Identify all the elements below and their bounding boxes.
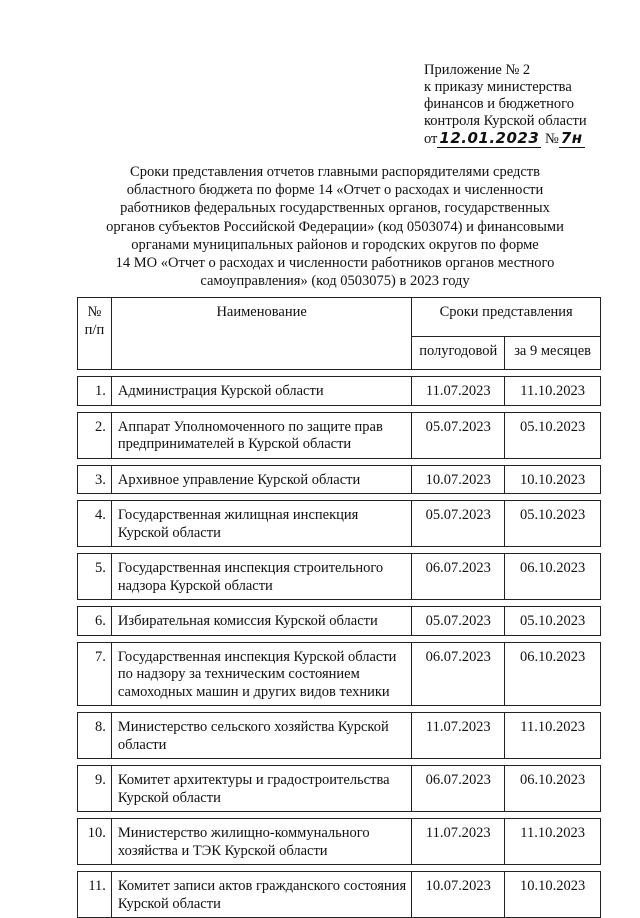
row-gap-cell <box>78 405 601 412</box>
row-number: 2. <box>78 412 112 458</box>
row-name: Министерство сельского хозяйства Курской области <box>111 713 411 759</box>
row-gap <box>78 600 601 607</box>
table-row <box>78 642 601 706</box>
appendix-block <box>424 62 587 148</box>
header-half-year: полугодовой <box>412 337 505 370</box>
row-nine-months-date: 05.10.2023 <box>505 501 601 547</box>
table-row <box>78 501 601 547</box>
row-half-year-date: 05.07.2023 <box>412 501 505 547</box>
row-number: 11. <box>78 872 112 918</box>
row-gap-cell <box>78 759 601 766</box>
row-name: Избирательная комиссия Курской области <box>111 607 411 636</box>
row-gap-cell <box>78 706 601 713</box>
row-name: Архивное управление Курской области <box>111 465 411 494</box>
title-line: областного бюджета по форме 14 «Отчет о расходах и численности <box>126 182 544 199</box>
row-name: Администрация Курской области <box>111 377 411 406</box>
row-name: Комитет архитектуры и градостроительства Курской области <box>111 766 411 812</box>
row-gap-cell <box>78 458 601 465</box>
row-number: 6. <box>78 607 112 636</box>
row-number: 8. <box>78 713 112 759</box>
row-half-year-date: 05.07.2023 <box>412 607 505 636</box>
header-num: № п/п <box>78 298 112 370</box>
header-deadlines: Сроки представления <box>412 298 601 337</box>
document-title <box>96 163 574 290</box>
row-name: Государственная жилищная инспекция Курской области <box>111 501 411 547</box>
row-number: 3. <box>78 465 112 494</box>
row-gap <box>78 706 601 713</box>
row-gap <box>78 547 601 554</box>
appendix-line: контроля Курской области <box>424 113 587 129</box>
row-gap <box>78 494 601 501</box>
table-row <box>78 554 601 600</box>
title-line: работников федеральных государственных органов, государственных <box>120 200 550 217</box>
table-row <box>78 819 601 865</box>
row-gap <box>78 635 601 642</box>
row-nine-months-date: 11.10.2023 <box>505 713 601 759</box>
table-row <box>78 465 601 494</box>
row-gap-cell <box>78 635 601 642</box>
row-number: 9. <box>78 766 112 812</box>
row-number: 4. <box>78 501 112 547</box>
number-prefix: № <box>544 131 559 147</box>
appendix-line: к приказу министерства <box>424 79 572 95</box>
row-gap-cell <box>78 600 601 607</box>
row-gap <box>78 458 601 465</box>
table-row <box>78 872 601 918</box>
row-half-year-date: 10.07.2023 <box>412 465 505 494</box>
row-nine-months-date: 05.10.2023 <box>505 607 601 636</box>
row-half-year-date: 06.07.2023 <box>412 554 505 600</box>
header-name: Наименование <box>111 298 411 370</box>
row-half-year-date: 06.07.2023 <box>412 766 505 812</box>
title-line: Сроки представления отчетов главными распорядителями средств <box>130 164 540 180</box>
row-number: 10. <box>78 819 112 865</box>
row-name: Государственная инспекция Курской области по надзору за техническим состоянием самоходных машин и других видов техники <box>111 642 411 706</box>
title-line: 14 МО «Отчет о расходах и численности работников органов местного <box>115 255 555 272</box>
table-body <box>78 370 601 918</box>
row-gap-cell <box>78 812 601 819</box>
row-gap-cell <box>78 370 601 377</box>
table-row <box>78 607 601 636</box>
row-half-year-date: 10.07.2023 <box>412 872 505 918</box>
handwritten-date: 12.01.2023 <box>439 129 540 147</box>
row-name: Аппарат Уполномоченного по защите прав предпринимателей в Курской области <box>111 412 411 458</box>
appendix-line: финансов и бюджетного <box>424 96 574 112</box>
row-nine-months-date: 06.10.2023 <box>505 554 601 600</box>
row-name: Комитет записи актов гражданского состояния Курской области <box>111 872 411 918</box>
table-row <box>78 377 601 406</box>
title-line: органов субъектов Российской Федерации» (код 0503074) и финансовыми <box>106 218 564 235</box>
row-nine-months-date: 11.10.2023 <box>505 819 601 865</box>
row-half-year-date: 11.07.2023 <box>412 713 505 759</box>
row-nine-months-date: 05.10.2023 <box>505 412 601 458</box>
row-half-year-date: 06.07.2023 <box>412 642 505 706</box>
row-number: 1. <box>78 377 112 406</box>
table-row <box>78 412 601 458</box>
table-row <box>78 713 601 759</box>
row-gap-cell <box>78 494 601 501</box>
row-gap <box>78 405 601 412</box>
order-date-line <box>424 130 587 148</box>
row-nine-months-date: 10.10.2023 <box>505 465 601 494</box>
row-number: 5. <box>78 554 112 600</box>
row-name: Государственная инспекция строительного надзора Курской области <box>111 554 411 600</box>
row-gap <box>78 370 601 377</box>
deadlines-table <box>77 297 601 918</box>
handwritten-number: 7н <box>560 129 583 147</box>
row-gap <box>78 759 601 766</box>
row-gap <box>78 812 601 819</box>
row-gap-cell <box>78 865 601 872</box>
row-half-year-date: 11.07.2023 <box>412 819 505 865</box>
row-gap <box>78 865 601 872</box>
row-name: Министерство жилищно-коммунального хозяйства и ТЭК Курской области <box>111 819 411 865</box>
row-nine-months-date: 11.10.2023 <box>505 377 601 406</box>
row-nine-months-date: 06.10.2023 <box>505 642 601 706</box>
table-row <box>78 766 601 812</box>
title-line: органами муниципальных районов и городских округов по форме <box>131 236 539 253</box>
row-nine-months-date: 10.10.2023 <box>505 872 601 918</box>
row-half-year-date: 11.07.2023 <box>412 377 505 406</box>
date-prefix: от <box>424 131 438 147</box>
appendix-line: Приложение № 2 <box>424 62 531 78</box>
row-nine-months-date: 06.10.2023 <box>505 766 601 812</box>
title-line: самоуправления» (код 0503075) в 2023 году <box>200 273 470 290</box>
row-half-year-date: 05.07.2023 <box>412 412 505 458</box>
header-nine-months: за 9 месяцев <box>505 337 601 370</box>
row-gap-cell <box>78 547 601 554</box>
row-number: 7. <box>78 642 112 706</box>
